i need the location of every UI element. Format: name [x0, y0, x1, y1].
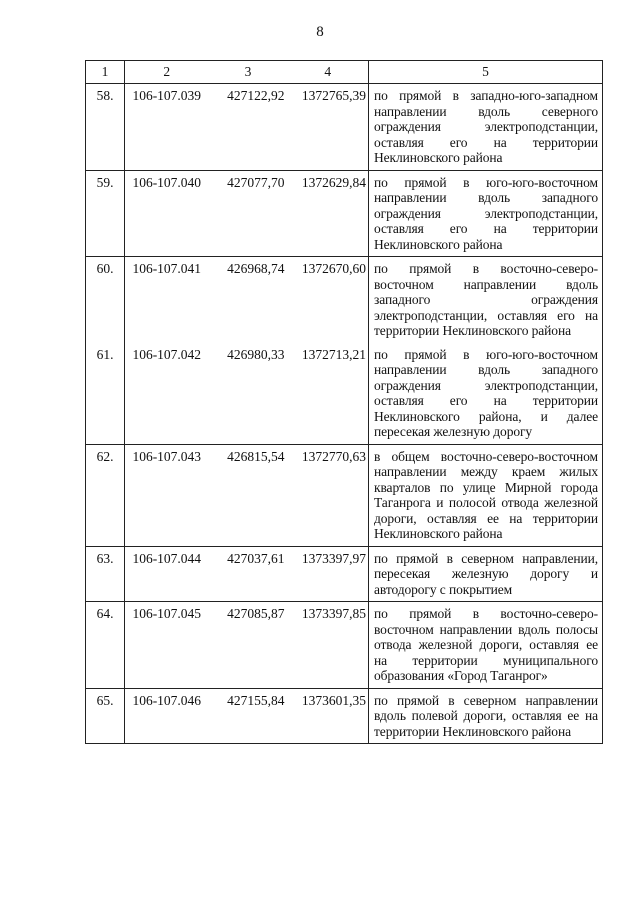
header-col-2: 2	[125, 61, 209, 84]
boundary-description: по прямой в западно-юго-западном направлении вдоль северного ограждения электроподстанции, оставляя его на территории Неклиновского района	[369, 84, 603, 171]
point-code: 106-107.039	[125, 84, 209, 171]
row-number: 60.	[86, 257, 125, 343]
table-header-row	[86, 61, 603, 84]
coord-x: 426815,54	[209, 444, 288, 546]
table-row	[86, 688, 603, 744]
boundary-description: по прямой в юго-юго-восточном направлении вдоль западного ограждения электроподстанции, оставляя его на территории Неклиновского района	[369, 170, 603, 257]
coord-y: 1372670,60	[301, 261, 366, 276]
boundary-description: по прямой в юго-юго-восточном направлении вдоль западного ограждения электроподстанции, оставляя его на территории Неклиновского района, и далее пересекая железную дорогу	[369, 343, 603, 445]
coord-y: 1372765,39	[288, 84, 369, 171]
table-row	[86, 343, 603, 445]
boundary-description: в общем восточно-северо-восточном направлении между краем жилых кварталов по улице Мирной города Таганрога и полосой отвода железной дороги, оставляя ее на территории Неклиновского района	[369, 444, 603, 546]
table-row	[86, 546, 603, 602]
point-code: 106-107.044	[125, 546, 209, 602]
coord-y: 1372713,21	[288, 343, 369, 445]
point-code: 106-107.041	[132, 261, 202, 276]
row-number: 61.	[86, 343, 125, 445]
header-col-3: 3	[209, 61, 288, 84]
coord-x: 426980,33	[209, 343, 288, 445]
table-row	[86, 444, 603, 546]
coord-x: 426968,74	[227, 261, 285, 276]
row-number: 65.	[86, 688, 125, 744]
table-row	[86, 257, 603, 343]
coord-x: 427037,61	[209, 546, 288, 602]
boundary-description: по прямой в восточно-северо-восточном направлении вдоль полосы отвода железной дороги, оставляя ее на территории муниципального образования «Город Таганрог»	[369, 602, 603, 689]
coord-y: 1372629,84	[288, 170, 369, 257]
header-col-5: 5	[369, 61, 603, 84]
table-row	[86, 84, 603, 171]
row-number: 59.	[86, 170, 125, 257]
coord-x: 427085,87	[209, 602, 288, 689]
coord-y: 1372770,63	[288, 444, 369, 546]
boundary-description: по прямой в восточно-северо-восточном направлении вдоль западного ограждения электроподстанции, оставляя его на территории Неклиновского района	[369, 257, 603, 343]
row-number: 62.	[86, 444, 125, 546]
coord-y: 1373397,97	[288, 546, 369, 602]
row-number: 64.	[86, 602, 125, 689]
point-code: 106-107.046	[125, 688, 209, 744]
boundary-description: по прямой в северном направлении вдоль полевой дороги, оставляя ее на территории Неклиновского района	[369, 688, 603, 744]
coord-y: 1373397,85	[288, 602, 369, 689]
point-code: 106-107.045	[125, 602, 209, 689]
coord-y: 1373601,35	[288, 688, 369, 744]
table-row	[86, 602, 603, 689]
row-number: 58.	[86, 84, 125, 171]
page-number: 8	[316, 24, 324, 40]
point-code: 106-107.042	[125, 343, 209, 445]
header-col-1: 1	[86, 61, 125, 84]
coord-x: 427155,84	[209, 688, 288, 744]
row-number: 63.	[86, 546, 125, 602]
coord-x: 427122,92	[209, 84, 288, 171]
header-col-4: 4	[288, 61, 369, 84]
point-code: 106-107.043	[125, 444, 209, 546]
table-row	[86, 170, 603, 257]
boundary-points-table	[85, 60, 603, 744]
coord-x: 427077,70	[209, 170, 288, 257]
point-code: 106-107.040	[125, 170, 209, 257]
boundary-description: по прямой в северном направлении, пересекая железную дорогу и автодорогу с покрытием	[369, 546, 603, 602]
